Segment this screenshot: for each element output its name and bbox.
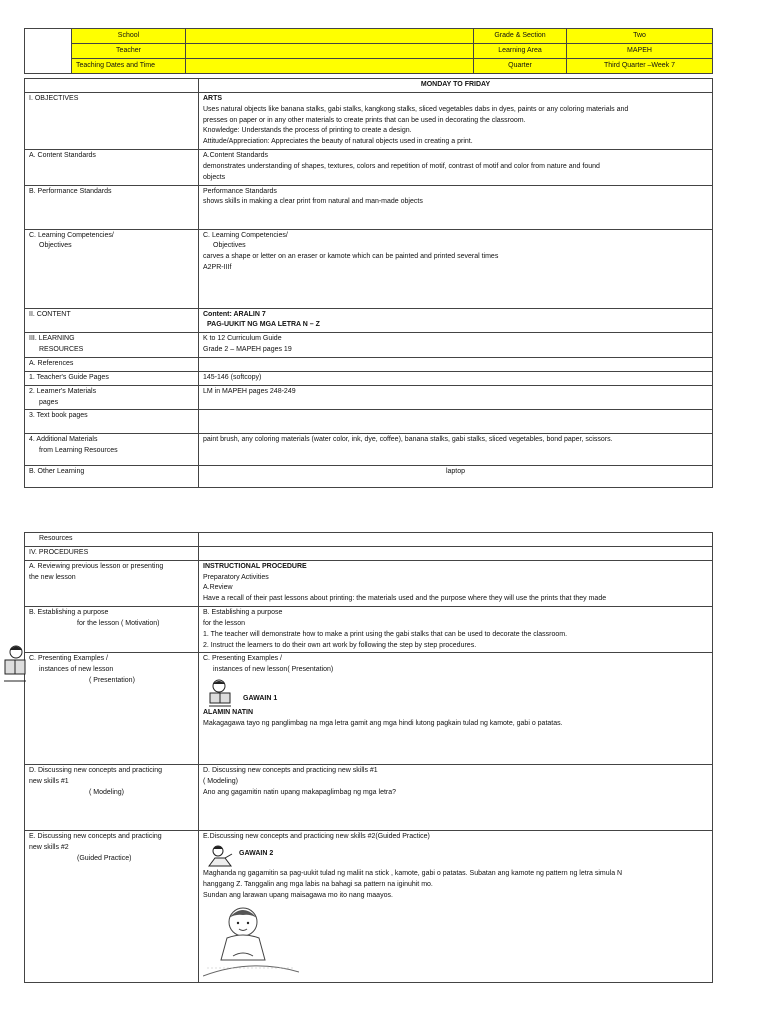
proc-d-line1: D. Discussing new concepts and practicing new skills #1: [203, 767, 378, 775]
proc-d-label: [25, 765, 199, 831]
proc-a-line1: Preparatory Activities: [203, 573, 269, 581]
proc-e-line3: hanggang Z. Tanggalin ang mga labis na bahagi sa pattern na iginuhit mo.: [203, 881, 433, 889]
quarter-label: Quarter: [474, 59, 567, 74]
resources-label: [25, 333, 199, 358]
dll-table-page2: [24, 532, 713, 983]
proc-a-cell: [199, 560, 713, 606]
proc-d-cell: [199, 765, 713, 831]
objectives-line3: Knowledge: Understands the process of printing to create a design.: [203, 127, 412, 135]
lm-value: LM in MAPEH pages 248-249: [199, 385, 713, 410]
content-line1: Content: ARALIN 7: [203, 310, 266, 318]
content-label: II. CONTENT: [25, 308, 199, 333]
proc-c-label-line3: ( Presentation): [89, 677, 135, 685]
performance-standards-line1: shows skills in making a clear print from natural and man-made objects: [203, 198, 423, 206]
child-reading-illustration: [205, 678, 235, 708]
lm-label-line2: pages: [39, 398, 59, 406]
proc-c-label-line1: C. Presenting Examples /: [29, 655, 108, 663]
proc-a-title: INSTRUCTIONAL PROCEDURE: [203, 562, 307, 570]
dates-label: Teaching Dates and Time: [72, 59, 186, 74]
tg-value: 145-146 (softcopy): [199, 371, 713, 385]
other-value: laptop: [199, 466, 713, 488]
competencies-code: A2PR-IIIf: [203, 264, 232, 272]
content-standards-cell: [199, 150, 713, 186]
proc-b-line4: 2. Instruct the learners to do their own art work by following the step by step procedures.: [203, 641, 477, 649]
content-standards-line1: demonstrates understanding of shapes, textures, colors and repetition of motif, contrast of motif and color from nature and found: [203, 162, 600, 170]
references-label: A. References: [25, 357, 199, 371]
resources-cont-cell: [199, 533, 713, 547]
proc-a-line3: Have a recall of their past lessons about printing: the materials used and the purpose where they will use the prints that they made: [203, 595, 607, 603]
proc-e-label: [25, 831, 199, 983]
header-table: [24, 28, 713, 74]
school-label: School: [72, 29, 186, 44]
proc-d-label-line2: new skills #1: [29, 778, 69, 786]
competencies-cell: [199, 229, 713, 308]
days-heading: MONDAY TO FRIDAY: [199, 79, 713, 93]
additional-label: [25, 434, 199, 466]
proc-b-label-line2: for the lesson ( Motivation): [77, 619, 160, 627]
proc-c-gawain: GAWAIN 1: [243, 695, 278, 703]
content-standards-title: A.Content Standards: [203, 152, 268, 160]
teacher-label: Teacher: [72, 44, 186, 59]
teacher-value: [186, 44, 474, 59]
proc-c-line2: instances of new lesson( Presentation): [213, 666, 334, 674]
child-drawing-illustration: [203, 904, 299, 978]
proc-e-label-line1: E. Discussing new concepts and practicing: [29, 833, 162, 841]
proc-c-alamin: ALAMIN NATIN: [203, 709, 254, 717]
proc-a-line2: A.Review: [203, 584, 233, 592]
child-writing-illustration: [205, 844, 235, 868]
lm-label: [25, 385, 199, 410]
proc-b-label-line1: B. Establishing a purpose: [29, 609, 109, 617]
proc-b-line3: 1. The teacher will demonstrate how to make a print using the gabi stalks that can be used to decorate the classroom.: [203, 630, 568, 638]
proc-c-line3: Makagagawa tayo ng panglimbag na mga letra gamit ang mga hindi lutong pagkain tulad ng kamote, gabi o patatas.: [203, 719, 563, 727]
objectives-line4: Attitude/Appreciation: Appreciates the beauty of natural objects used in creating a print.: [203, 138, 473, 146]
proc-c-line1: C. Presenting Examples /: [203, 655, 282, 663]
content-standards-label: A. Content Standards: [25, 150, 199, 186]
proc-b-cell: [199, 607, 713, 653]
additional-label-line2: from Learning Resources: [39, 447, 118, 455]
references-cell: [199, 357, 713, 371]
grade-value: Two: [567, 29, 713, 44]
procedures-label: IV. PROCEDURES: [25, 546, 199, 560]
objectives-cell: [199, 92, 713, 149]
lm-label-line1: 2. Learner's Materials: [29, 387, 97, 395]
proc-b-line1: B. Establishing a purpose: [203, 609, 283, 617]
resources-cont-text: Resources: [39, 535, 73, 542]
days-blank-cell: [25, 79, 199, 93]
textbook-cell: [199, 410, 713, 434]
resources-line1: K to 12 Curriculum Guide: [203, 335, 282, 343]
proc-d-label-line1: D. Discussing new concepts and practicing: [29, 767, 163, 775]
additional-label-line1: 4. Additional Materials: [29, 436, 98, 444]
resources-label-line2: RESOURCES: [39, 346, 84, 354]
objectives-line2: presses on paper or in any other materials to create prints that can be used in decorating the classroom.: [203, 116, 526, 124]
competencies-label-line2: Objectives: [39, 242, 72, 250]
textbook-label: 3. Text book pages: [25, 410, 199, 434]
proc-d-line3: Ano ang gagamitin natin upang makapaglimbag ng mga letra?: [203, 789, 397, 797]
content-cell: [199, 308, 713, 333]
school-value: [186, 29, 474, 44]
performance-standards-label: B. Performance Standards: [25, 185, 199, 229]
content-line2: PAG-UUKIT NG MGA LETRA N – Z: [207, 321, 320, 329]
proc-c-illustration-row: [203, 676, 708, 708]
competencies-line1: carves a shape or letter on an eraser or kamote which can be painted and printed several times: [203, 253, 499, 261]
proc-a-label-line1: A. Reviewing previous lesson or presenting: [29, 562, 164, 570]
logo-cell: [25, 29, 72, 74]
proc-c-label-line2: instances of new lesson: [39, 666, 114, 674]
other-label: B. Other Learning: [25, 466, 199, 488]
competencies-label-line1: C. Learning Competencies/: [29, 231, 114, 239]
proc-c-label: [25, 653, 199, 765]
margin-child-illustration: [2, 643, 28, 687]
proc-d-label-line3: ( Modeling): [89, 789, 125, 797]
resources-label-line1: III. LEARNING: [29, 335, 75, 343]
dll-table-page1: [24, 78, 713, 488]
proc-a-label-line2: the new lesson: [29, 573, 76, 581]
additional-value: paint brush, any coloring materials (water color, ink, dye, coffee), banana stalks, gabi stalks, sliced vegetables, bond paper, scissors.: [199, 434, 713, 466]
proc-e-gawain: GAWAIN 2: [239, 850, 274, 858]
proc-e-line2: Maghanda ng gagamitin sa pag-uukit tulad ng maliit na stick , kamote, gabi o patatas. Subatan ang kamote ng pattern ng letra simula N: [203, 870, 623, 878]
resources-cont-label: [25, 533, 199, 547]
proc-b-line2: for the lesson: [203, 619, 246, 627]
performance-standards-title: Performance Standards: [203, 187, 277, 195]
tg-label: 1. Teacher's Guide Pages: [25, 371, 199, 385]
proc-e-line1: E.Discussing new concepts and practicing new skills #2(Guided Practice): [203, 833, 430, 841]
area-label: Learning Area: [474, 44, 567, 59]
proc-e-label-line3: (Guided Practice): [77, 855, 132, 863]
proc-a-label: [25, 560, 199, 606]
proc-d-line2: ( Modeling): [203, 778, 239, 786]
dates-value: [186, 59, 474, 74]
competencies-label: [25, 229, 199, 308]
objectives-subject: ARTS: [203, 94, 223, 102]
proc-e-cell: [199, 831, 713, 983]
objectives-line1: Uses natural objects like banana stalks, gabi stalks, kangkong stalks, sliced vegetables dabs in dyes, paints or any coloring materials and: [203, 105, 629, 113]
proc-e-illustration-row: [203, 843, 708, 869]
resources-line2: Grade 2 – MAPEH pages 19: [203, 346, 292, 354]
objectives-label: I. OBJECTIVES: [25, 92, 199, 149]
resources-cell: [199, 333, 713, 358]
grade-label: Grade & Section: [474, 29, 567, 44]
competencies-title1: C. Learning Competencies/: [203, 231, 288, 239]
quarter-value: Third Quarter –Week 7: [567, 59, 713, 74]
proc-e-label-line2: new skills #2: [29, 844, 69, 852]
proc-c-cell: [199, 653, 713, 765]
procedures-cell: [199, 546, 713, 560]
proc-e-line4: Sundan ang larawan upang maisagawa mo ito nang maayos.: [203, 891, 393, 899]
performance-standards-cell: [199, 185, 713, 229]
area-value: MAPEH: [567, 44, 713, 59]
content-standards-line2: objects: [203, 173, 226, 181]
proc-b-label: [25, 607, 199, 653]
competencies-title2: Objectives: [213, 242, 246, 250]
